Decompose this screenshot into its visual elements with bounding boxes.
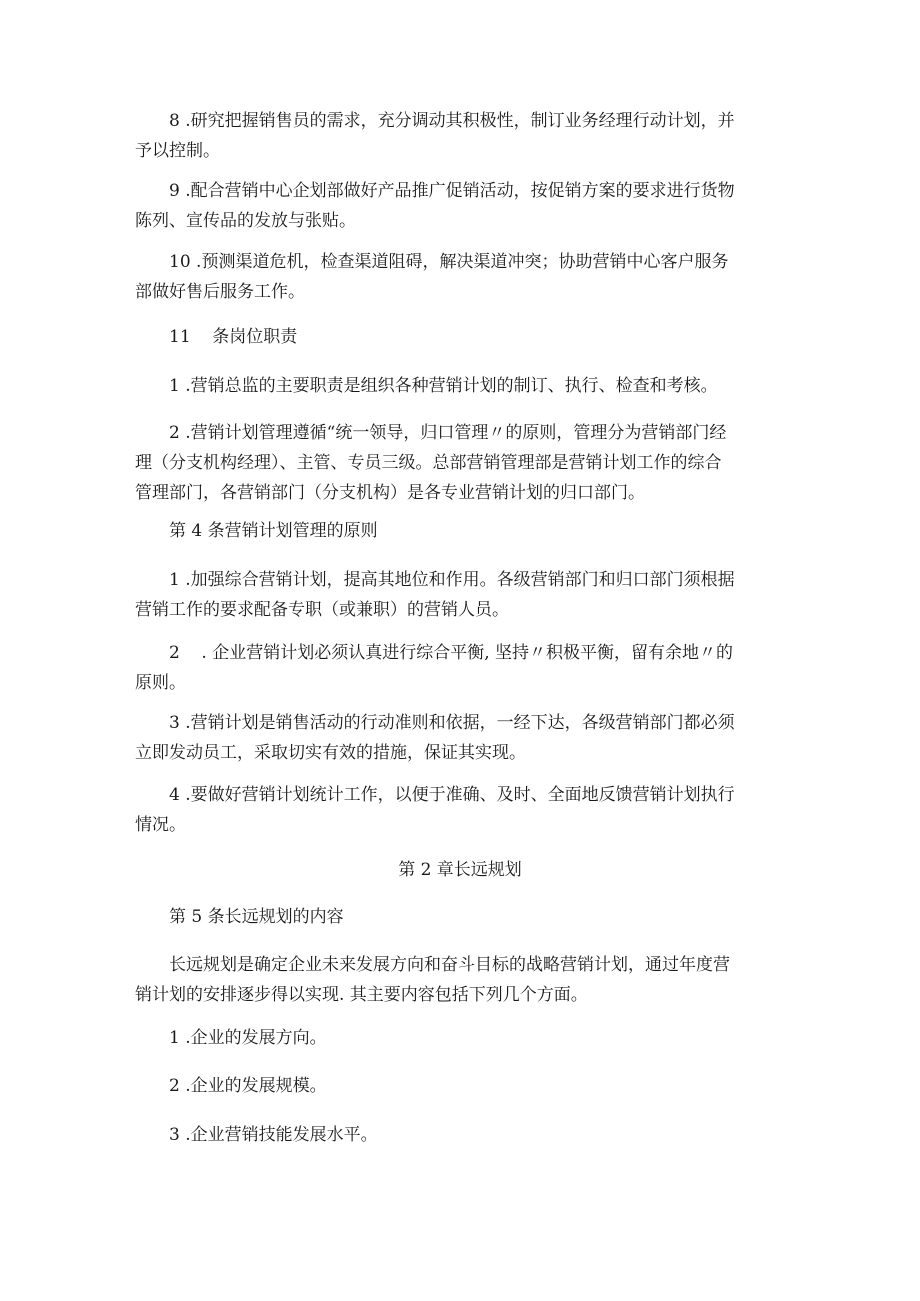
paragraph-item-8 — [135, 106, 787, 166]
paragraph-line: 立即发动员工，采取切实有效的措施，保证其实现。 — [135, 743, 526, 763]
paragraph-duty-1 — [135, 371, 787, 401]
paragraph-principle-2 — [135, 638, 787, 698]
paragraph-line: 理（分支机构经理）、主管、专员三级。总部营销管理部是营销计划工作的综合 — [135, 453, 722, 473]
paragraph-principle-3 — [135, 708, 787, 768]
paragraph-line: 第 5 条长远规划的内容 — [169, 907, 344, 927]
paragraph-line: 3 .营销计划是销售活动的行动准则和依据，一经下达，各级营销部门都必须 — [169, 713, 735, 733]
paragraph-line: 1 .营销总监的主要职责是组织各种营销计划的制订、执行、检查和考核。 — [169, 376, 718, 396]
paragraph-line: 部做好售后服务工作。 — [135, 282, 305, 302]
paragraph-line: 11 条岗位职责 — [169, 327, 298, 347]
paragraph-line: 1 .企业的发展方向。 — [169, 1028, 327, 1048]
paragraph-line: 陈列、宣传品的发放与张贴。 — [135, 211, 356, 231]
paragraph-line: 10 .预测渠道危机，检查渠道阻碍，解决渠道冲突；协助营销中心客户服务 — [169, 252, 729, 272]
paragraph-line: 长远规划是确定企业未来发展方向和奋斗目标的战略营销计划，通过年度营 — [169, 955, 730, 975]
paragraph-item-10 — [135, 247, 787, 307]
paragraph-line: 销计划的安排逐步得以实现. 其主要内容包括下列几个方面。 — [135, 985, 588, 1005]
paragraph-line: 予以控制。 — [135, 141, 220, 161]
list-item-direction — [135, 1023, 787, 1053]
list-item-skill-level — [135, 1120, 787, 1150]
paragraph-longterm-intro — [135, 950, 787, 1010]
chapter-title: 第 2 章长远规划 — [398, 860, 522, 880]
paragraph-line: 9 .配合营销中心企划部做好产品推广促销活动，按促销方案的要求进行货物 — [169, 181, 735, 201]
section-heading-article-4 — [135, 516, 787, 546]
paragraph-principle-1 — [135, 565, 787, 625]
paragraph-line: 1 .加强综合营销计划，提高其地位和作用。各级营销部门和归口部门须根据 — [169, 570, 735, 590]
paragraph-line: 4 .要做好营销计划统计工作，以便于准确、及时、全面地反馈营销计划执行 — [169, 785, 735, 805]
paragraph-item-9 — [135, 176, 787, 236]
paragraph-line: 原则。 — [135, 673, 186, 693]
paragraph-principle-4 — [135, 780, 787, 840]
paragraph-line: 情况。 — [135, 815, 186, 835]
section-heading-article-5 — [135, 902, 787, 932]
section-heading-11 — [135, 322, 787, 352]
list-item-scale — [135, 1071, 787, 1101]
paragraph-line: 管理部门，各营销部门（分支机构）是各专业营销计划的归口部门。 — [135, 483, 645, 503]
paragraph-line: 8 .研究把握销售员的需求，充分调动其积极性，制订业务经理行动计划，并 — [169, 111, 735, 131]
paragraph-line: 第 4 条营销计划管理的原则 — [169, 521, 378, 541]
paragraph-line: 营销工作的要求配备专职（或兼职）的营销人员。 — [135, 600, 509, 620]
paragraph-line: 2 .营销计划管理遵循“统一领导，归口管理〃的原则，管理分为营销部门经 — [169, 423, 727, 443]
paragraph-line: 3 .企业营销技能发展水平。 — [169, 1125, 378, 1145]
paragraph-duty-2 — [135, 418, 787, 508]
paragraph-line: 2 . 企业营销计划必须认真进行综合平衡, 坚持〃积极平衡，留有余地〃的 — [169, 643, 734, 663]
paragraph-line: 2 .企业的发展规模。 — [169, 1076, 327, 1096]
